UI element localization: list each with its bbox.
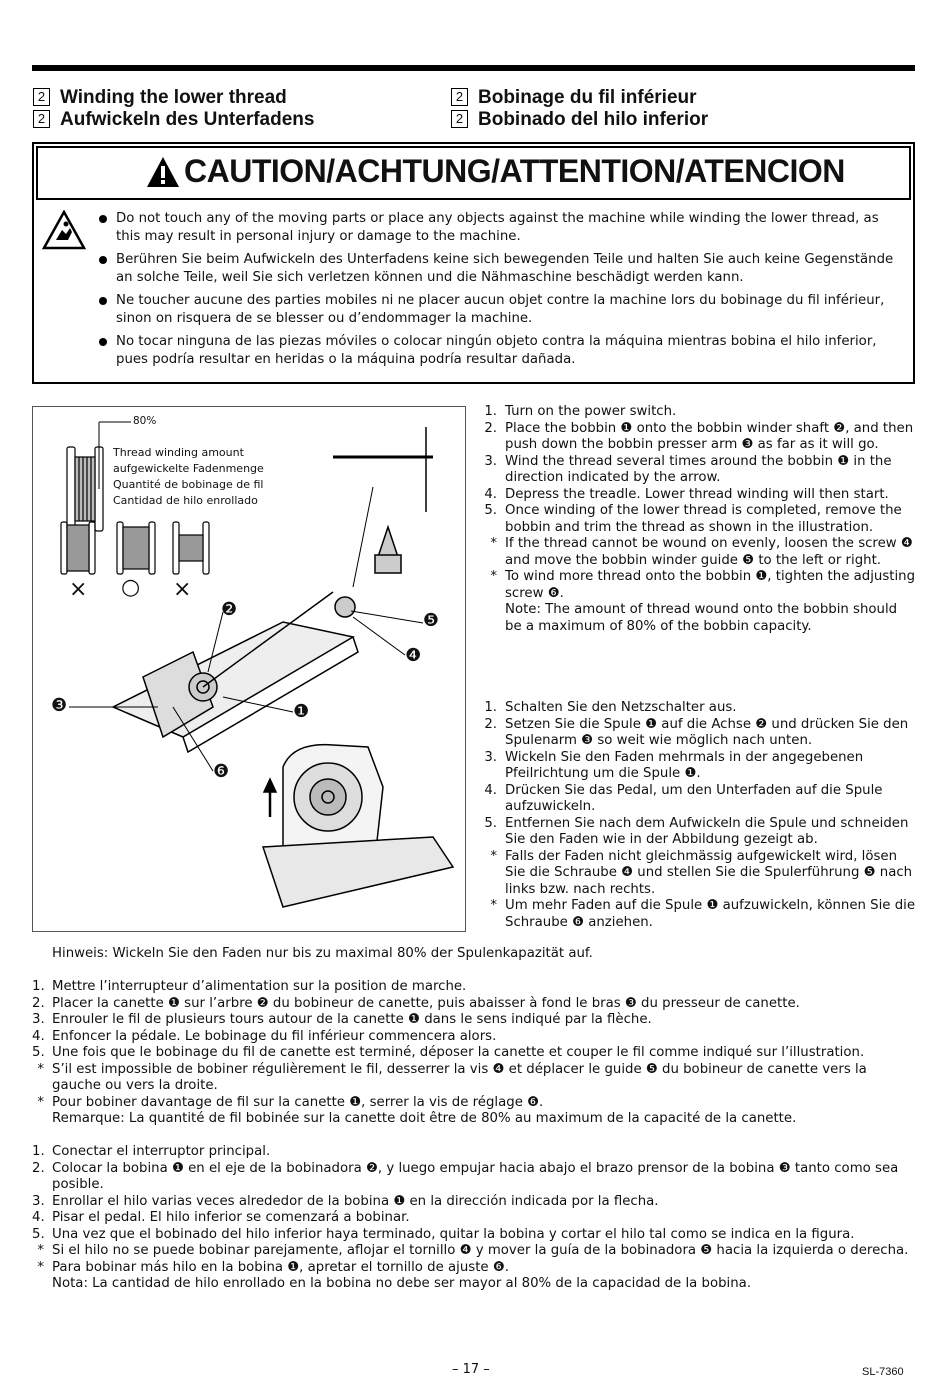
caption-es: Cantidad de hilo enrollado xyxy=(113,494,258,507)
section-number-fr: 2 xyxy=(451,88,468,106)
callout-2: ❷ xyxy=(221,599,238,620)
step-text: Conectar el interruptor principal. xyxy=(52,1144,271,1159)
heading-de xyxy=(33,108,314,131)
heading-es xyxy=(451,108,708,131)
instructions-en xyxy=(482,404,916,635)
step-marker xyxy=(32,1111,52,1128)
step-marker: 1. xyxy=(32,1144,45,1159)
step-item xyxy=(482,569,916,602)
model-code: SL-7360 xyxy=(862,1366,904,1378)
step-marker: * xyxy=(37,1259,44,1275)
step-marker: 3. xyxy=(484,749,497,765)
step-item xyxy=(482,898,916,931)
step-text: Once winding of the lower thread is completed, remove the bobbin and trim the thread as shown in the illustration. xyxy=(505,503,902,535)
step-text: Enfoncer la pédale. Le bobinage du fil inférieur commencera alors. xyxy=(52,1028,497,1044)
caution-bullet-de: Berühren Sie beim Aufwickeln des Unterfadens keine sich bewegenden Teile und halten Sie auch keine Gegenstände an solche Teile, weil Sie sich verletzen können und die Nähmaschine beschädigt werden kann. xyxy=(96,251,906,287)
step-item xyxy=(32,1111,918,1128)
instructions-de xyxy=(482,700,916,931)
step-text: Pour bobiner davantage de fil sur la canette ❶, serrer la vis de réglage ❻. xyxy=(52,1094,544,1110)
step-text: Si el hilo no se puede bobinar parejamente, aflojar el tornillo ❹ y mover la guía de la bobinadora ❺ hacia la izquierda o derecha. xyxy=(52,1243,909,1258)
step-text: Depress the treadle. Lower thread winding will then start. xyxy=(505,486,889,502)
step-marker: 3. xyxy=(32,1012,45,1027)
caption-fr: Quantité de bobinage de fil xyxy=(113,478,264,491)
callout-6: ❻ xyxy=(213,761,230,782)
step-marker: * xyxy=(490,898,497,913)
step-item xyxy=(482,700,916,717)
step-item xyxy=(482,454,916,487)
step-text: Enrouler le fil de plusieurs tours autour de la canette ❶ dans le sens indiqué par la flèche. xyxy=(52,1012,652,1027)
step-marker xyxy=(32,1276,52,1293)
step-item xyxy=(32,1210,918,1227)
warning-triangle-icon xyxy=(146,156,180,188)
step-item xyxy=(482,487,916,504)
step-marker: 5. xyxy=(32,1045,45,1060)
step-text: Enrollar el hilo varias veces alrededor de la bobina ❶ en la dirección indicada por la flecha. xyxy=(52,1193,659,1209)
caption-de: aufgewickelte Fadenmenge xyxy=(113,462,264,475)
step-marker xyxy=(482,602,505,635)
step-item xyxy=(32,1095,918,1112)
hand-pinch-hazard-icon xyxy=(42,210,86,250)
step-text: Setzen Sie die Spule ❶ auf die Achse ❷ und drücken Sie den Spulenarm ❸ so weit wie möglich nach unten. xyxy=(505,716,909,748)
section-number-de: 2 xyxy=(33,110,50,128)
step-text: Pisar el pedal. El hilo inferior se comenzará a bobinar. xyxy=(52,1210,410,1225)
step-text: Nota: La cantidad de hilo enrollado en la bobina no debe ser mayor al 80% de la capacidad de la bobina. xyxy=(52,1276,752,1291)
step-item xyxy=(32,1161,918,1194)
step-marker: 2. xyxy=(484,716,497,732)
step-marker: 3. xyxy=(484,453,497,469)
step-marker: 2. xyxy=(32,995,45,1011)
instructions-fr xyxy=(32,979,918,1128)
step-item xyxy=(482,404,916,421)
step-item xyxy=(32,1144,918,1161)
note-de: Hinweis: Wickeln Sie den Faden nur bis zu maximal 80% der Spulenkapazität auf. xyxy=(52,946,593,961)
step-text: Entfernen Sie nach dem Aufwickeln die Spule und schneiden Sie den Faden wie in der Abbildung gezeigt ab. xyxy=(505,815,909,847)
step-item xyxy=(482,503,916,536)
step-text: Para bobinar más hilo en la bobina ❶, apretar el tornillo de ajuste ❻. xyxy=(52,1259,509,1275)
callout-4: ❹ xyxy=(405,645,422,666)
correct-mark: ○ xyxy=(121,575,141,600)
callout-1: ❶ xyxy=(293,701,310,722)
step-item xyxy=(482,750,916,783)
caution-bullet-list xyxy=(96,210,906,374)
step-marker: 1. xyxy=(484,700,497,715)
step-item xyxy=(32,1012,918,1029)
top-rule xyxy=(32,65,915,71)
step-text: Une fois que le bobinage du fil de canette est terminé, déposer la canette et couper le fil comme indiqué sur l’illustration. xyxy=(52,1045,865,1060)
caution-header xyxy=(36,146,911,200)
caption-en: Thread winding amount xyxy=(113,446,244,459)
callout-5: ❺ xyxy=(423,610,440,631)
step-marker: 4. xyxy=(484,782,497,798)
caution-bullet-fr: Ne toucher aucune des parties mobiles ni ne placer aucun objet contre la machine lors du bobinage du fil inférieur, sinon on risquera de se blesser ou d’endommager la machine. xyxy=(96,292,906,328)
step-item xyxy=(32,996,918,1013)
step-marker: 2. xyxy=(32,1160,45,1176)
step-marker: 4. xyxy=(32,1028,45,1044)
step-marker: 5. xyxy=(484,815,497,831)
step-item xyxy=(482,783,916,816)
heading-fr xyxy=(451,86,697,109)
step-item xyxy=(482,536,916,569)
step-item xyxy=(482,816,916,849)
step-marker: 5. xyxy=(32,1226,45,1242)
step-item xyxy=(482,421,916,454)
step-item xyxy=(32,1062,918,1095)
step-item xyxy=(32,1243,918,1260)
wrong-mark-left: × xyxy=(69,577,88,602)
caution-box xyxy=(32,142,915,384)
step-item xyxy=(32,1276,918,1293)
caution-title: CAUTION/ACHTUNG/ATTENTION/ATENCION xyxy=(184,153,845,189)
step-text: Place the bobbin ❶ onto the bobbin winder shaft ❷, and then push down the bobbin presser arm ❸ as far as it will go. xyxy=(505,420,914,452)
fill-percent-label: 80% xyxy=(133,415,157,427)
step-text: If the thread cannot be wound on evenly, loosen the screw ❹ and move the bobbin winder guide ❺ to the left or right. xyxy=(505,536,913,568)
step-text: Um mehr Faden auf die Spule ❶ aufzuwickeln, können Sie die Schraube ❻ anziehen. xyxy=(505,898,916,930)
step-text: Note: The amount of thread wound onto the bobbin should be a maximum of 80% of the bobbin capacity. xyxy=(505,602,898,634)
bobbin-winder-illustration xyxy=(32,406,466,932)
step-text: Turn on the power switch. xyxy=(505,404,677,419)
heading-en-text: Winding the lower thread xyxy=(60,87,287,108)
step-text: Wind the thread several times around the bobbin ❶ in the direction indicated by the arrow. xyxy=(505,453,892,485)
step-marker: * xyxy=(490,848,497,864)
step-marker: * xyxy=(490,569,497,584)
step-marker: 1. xyxy=(32,979,45,994)
step-item xyxy=(32,1260,918,1277)
step-marker: 4. xyxy=(32,1210,45,1225)
step-item xyxy=(32,1029,918,1046)
section-number-es: 2 xyxy=(451,110,468,128)
step-item xyxy=(482,602,916,635)
heading-fr-text: Bobinage du fil inférieur xyxy=(478,87,697,108)
step-item xyxy=(32,979,918,996)
step-text: Una vez que el bobinado del hilo inferior haya terminado, quitar la bobina y cortar el hilo tal como se indica en la figura. xyxy=(52,1226,855,1242)
heading-es-text: Bobinado del hilo inferior xyxy=(478,109,709,130)
step-marker: * xyxy=(37,1094,44,1110)
step-marker: 5. xyxy=(484,503,497,518)
step-item xyxy=(482,849,916,899)
step-marker: * xyxy=(37,1061,44,1077)
instructions-es xyxy=(32,1144,918,1293)
step-marker: * xyxy=(490,536,497,551)
step-text: Placer la canette ❶ sur l’arbre ❷ du bobineur de canette, puis abaisser à fond le bras ❸ du presseur de canette. xyxy=(52,995,800,1011)
step-text: Remarque: La quantité de fil bobinée sur la canette doit être de 80% au maximum de la capacité de la canette. xyxy=(52,1111,797,1126)
step-item xyxy=(32,1045,918,1062)
step-marker: 3. xyxy=(32,1193,45,1209)
caution-bullet-es: No tocar ninguna de las piezas móviles o colocar ningún objeto contra la máquina mientras bobina el hilo inferior, pues podría resultar en heridas o la máquina podría resultar dañada. xyxy=(96,333,906,369)
step-marker: 2. xyxy=(484,420,497,436)
step-text: Colocar la bobina ❶ en el eje de la bobinadora ❷, y luego empujar hacia abajo el brazo prensor de la bobina ❸ tanto como sea posible. xyxy=(52,1160,899,1192)
step-text: Drücken Sie das Pedal, um den Unterfaden auf die Spule aufzuwickeln. xyxy=(505,782,883,814)
section-number-en: 2 xyxy=(33,88,50,106)
step-marker: 4. xyxy=(484,486,497,502)
step-marker: * xyxy=(37,1243,44,1258)
step-item xyxy=(32,1227,918,1244)
step-text: Schalten Sie den Netzschalter aus. xyxy=(505,700,737,715)
step-text: Mettre l’interrupteur d’alimentation sur la position de marche. xyxy=(52,979,467,994)
step-text: S’il est impossible de bobiner régulièrement le fil, desserrer la vis ❹ et déplacer le guide ❺ du bobineur de canette vers la gauche ou vers la droite. xyxy=(52,1061,867,1093)
step-marker: 1. xyxy=(484,404,497,419)
callout-3: ❸ xyxy=(51,695,68,716)
caution-bullet-en: Do not touch any of the moving parts or place any objects against the machine while winding the lower thread, as this may result in personal injury or damage to the machine. xyxy=(96,210,906,246)
step-text: Falls der Faden nicht gleichmässig aufgewickelt wird, lösen Sie die Schraube ❹ und stellen Sie die Spulerführung ❺ nach links bzw. nach rechts. xyxy=(505,848,913,897)
wrong-mark-right: × xyxy=(173,577,192,602)
step-item xyxy=(482,717,916,750)
page-number: – 17 – xyxy=(452,1362,490,1377)
step-item xyxy=(32,1194,918,1211)
thread-amount-caption xyxy=(113,445,264,509)
heading-en xyxy=(33,86,287,109)
step-text: Wickeln Sie den Faden mehrmals in der angegebenen Pfeilrichtung um die Spule ❶. xyxy=(505,749,864,781)
step-text: To wind more thread onto the bobbin ❶, tighten the adjusting screw ❻. xyxy=(505,569,916,601)
heading-de-text: Aufwickeln des Unterfadens xyxy=(60,109,315,130)
